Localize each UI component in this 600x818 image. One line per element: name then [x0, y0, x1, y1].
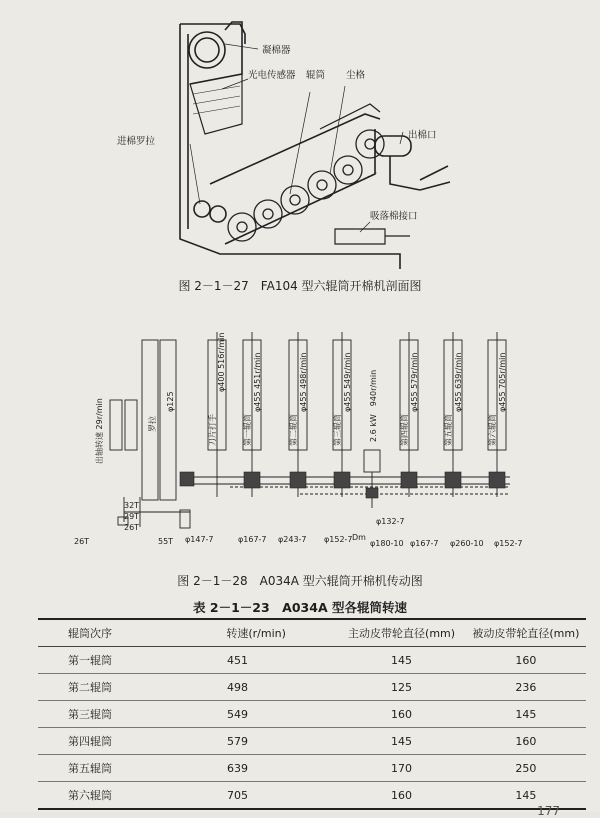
cell-driving: 145 — [391, 734, 413, 748]
table-row — [38, 755, 586, 782]
cell-speed: 451 — [226, 653, 248, 667]
pulley-167-b: φ167-7 — [410, 539, 439, 548]
table-header-row — [38, 619, 586, 647]
cell-speed: 705 — [226, 788, 248, 802]
roller-3-spec: φ455 549r/min — [343, 352, 352, 412]
roller-6-spec: φ455 705r/min — [498, 352, 507, 412]
cell-roller: 第六辊筒 — [68, 789, 112, 802]
figure1-caption: 图 2－1－27 FA104 型六辊筒开棉机剖面图 — [178, 279, 422, 293]
table-row — [38, 674, 586, 701]
roller-4-name: 第四辊筒 — [400, 414, 409, 446]
table-row — [38, 647, 586, 674]
cell-driven: 160 — [515, 653, 537, 667]
cell-driving: 170 — [391, 761, 413, 775]
cell-driven: 145 — [515, 707, 537, 721]
cell-driven: 160 — [515, 734, 537, 748]
pulley-167-a: φ167-7 — [238, 535, 267, 544]
motor-spec: 2.6 kW 940r/min — [369, 369, 378, 442]
pulley-152-a: φ152-7 — [324, 535, 353, 544]
label-ningmianqi: 凝棉器 — [262, 45, 291, 56]
header-speed: 转速(r/min) — [226, 627, 286, 640]
table-title: 表 2－1－23 A034A 型各辊筒转速 — [193, 600, 407, 615]
label-outlet: 出棉口 — [408, 130, 437, 141]
a034a-transmission-figure — [70, 312, 560, 568]
cell-driving: 160 — [391, 788, 413, 802]
cell-driven: 250 — [515, 761, 537, 775]
roller-2-spec: φ455 498r/min — [299, 352, 308, 412]
fa104-section-figure — [117, 4, 460, 272]
gear-26t-a: 26T — [124, 523, 140, 532]
label-out-shaft-speed: 出轴转速 29r/min — [95, 398, 104, 464]
roller-5-spec: φ455 639r/min — [454, 352, 463, 412]
label-knife-roller: 刀片打手 — [208, 414, 217, 446]
roller-1-spec: φ455 451r/min — [253, 352, 262, 412]
cell-driving: 145 — [391, 653, 413, 667]
cell-speed: 498 — [226, 680, 248, 694]
pulley-152-b: φ152-7 — [494, 539, 523, 548]
pulley-dm: Dm — [352, 533, 366, 542]
label-chenge: 尘格 — [346, 70, 366, 81]
label-suction-port: 吸落棉接口 — [370, 211, 418, 222]
cell-driving: 160 — [391, 707, 413, 721]
label-feed-roller: 进棉罗拉 — [117, 136, 156, 147]
cell-speed: 639 — [226, 761, 248, 775]
header-driven-pulley: 被动皮带轮直径(mm) — [472, 627, 580, 640]
cell-driven: 145 — [515, 788, 537, 802]
roller-5-name: 第五辊筒 — [444, 414, 453, 446]
gear-55t: 55T — [158, 537, 174, 546]
gear-32t: 32T — [124, 501, 140, 510]
header-driving-pulley: 主动皮带轮直径(mm) — [348, 627, 456, 640]
pulley-132: φ132-7 — [376, 517, 405, 526]
table-row — [38, 728, 586, 755]
roller-6-name: 第六辊筒 — [488, 414, 497, 446]
table-row — [38, 701, 586, 728]
cell-driven: 236 — [515, 680, 537, 694]
pulley-147: φ147-7 — [185, 535, 214, 544]
roller-1-name: 第一辊筒 — [243, 414, 252, 446]
cell-roller: 第一辊筒 — [68, 654, 112, 667]
label-knife-spec: φ400 516r/min — [217, 332, 226, 392]
roller-speed-table — [38, 618, 586, 810]
pulley-180: φ180-10 — [370, 539, 404, 548]
pulley-243: φ243-7 — [278, 535, 307, 544]
table-row — [38, 782, 586, 810]
cell-roller: 第二辊筒 — [68, 681, 112, 694]
cell-roller: 第三辊筒 — [68, 708, 112, 721]
label-sensor: 光电传感器 — [248, 70, 296, 81]
cell-roller: 第四辊筒 — [68, 735, 112, 748]
gear-29t: 29T — [124, 512, 140, 521]
page-number: 177 — [537, 804, 560, 818]
gear-26t-b: 26T — [74, 537, 90, 546]
cell-roller: 第五辊筒 — [68, 762, 112, 775]
label-luola: 罗拉 — [148, 416, 157, 432]
cell-driving: 125 — [391, 680, 413, 694]
pulley-260: φ260-10 — [450, 539, 484, 548]
roller-3-name: 第三辊筒 — [333, 414, 342, 446]
header-roller-order: 辊筒次序 — [68, 627, 112, 640]
roller-2-name: 第二辊筒 — [289, 414, 298, 446]
cell-speed: 579 — [226, 734, 248, 748]
roller-4-spec: φ455 579r/min — [410, 352, 419, 412]
figure2-caption: 图 2－1－28 A034A 型六辊筒开棉机传动图 — [177, 574, 423, 588]
label-luola-diameter: φ125 — [166, 391, 175, 412]
label-roller: 辊筒 — [306, 70, 326, 81]
cell-speed: 549 — [226, 707, 248, 721]
